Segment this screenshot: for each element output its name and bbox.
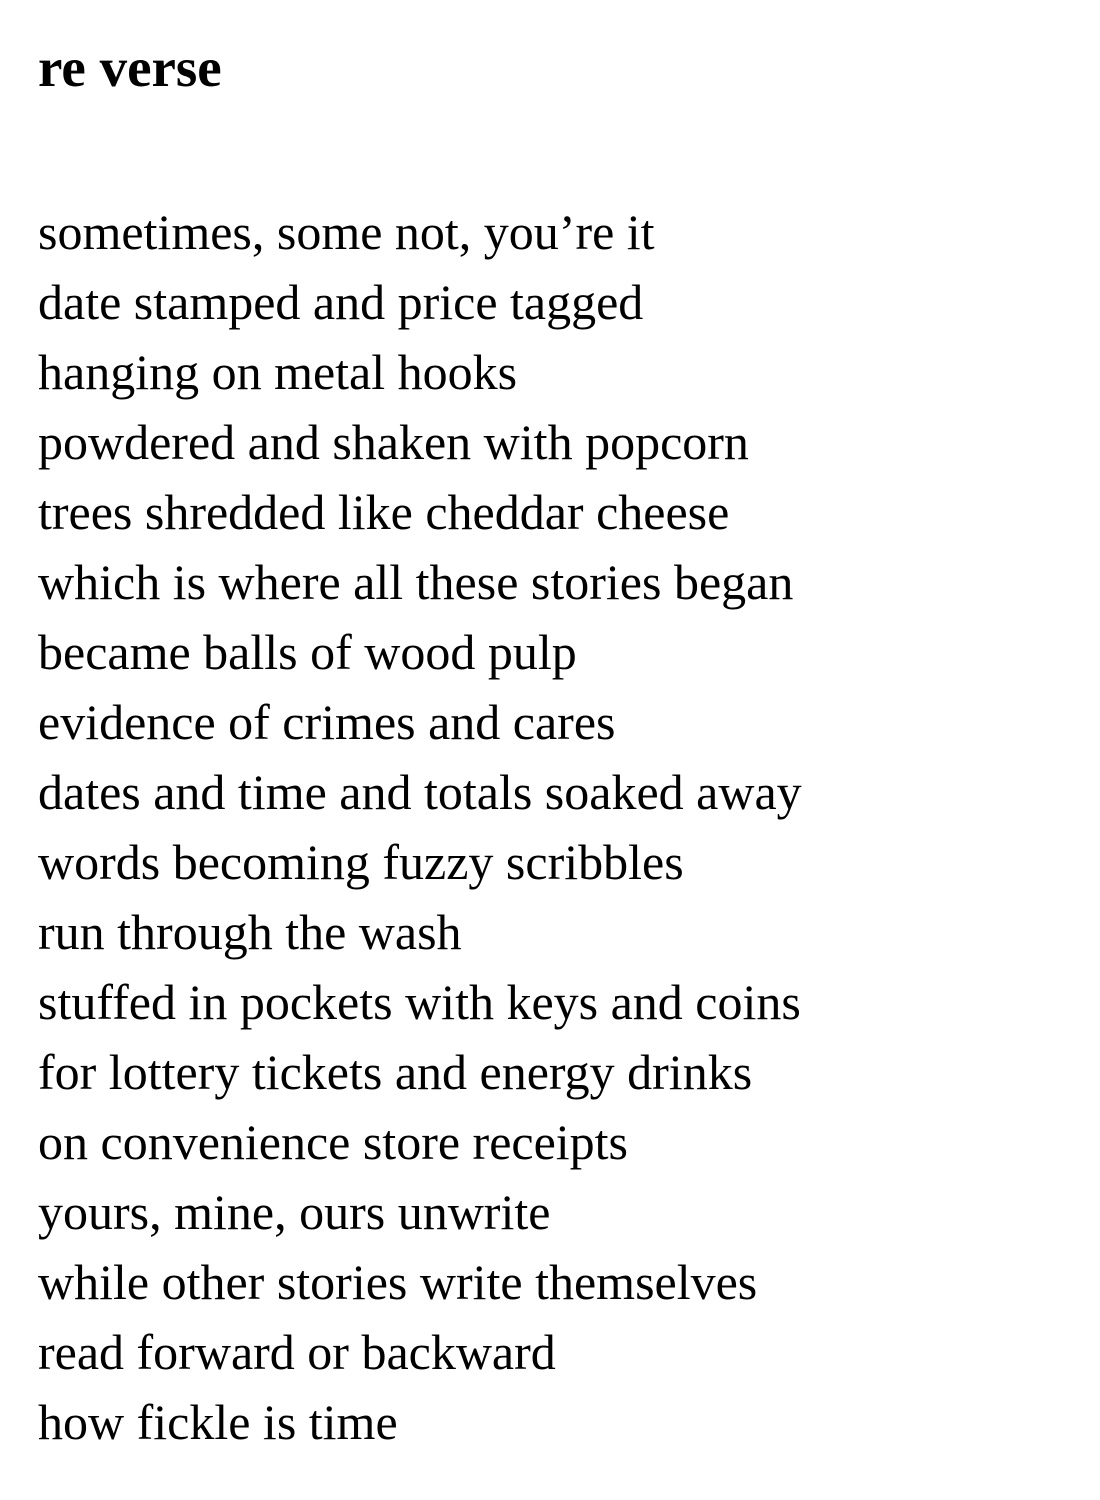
poem-line: became balls of wood pulp bbox=[38, 624, 577, 680]
poem-line: which is where all these stories began bbox=[38, 554, 794, 610]
poem-line: stuffed in pockets with keys and coins bbox=[38, 974, 801, 1030]
poem-line: words becoming fuzzy scribbles bbox=[38, 834, 684, 890]
poem-title: re verse bbox=[38, 37, 222, 98]
poem-line: for lottery tickets and energy drinks bbox=[38, 1044, 753, 1100]
poem-line: while other stories write themselves bbox=[38, 1254, 758, 1310]
poem-line: evidence of crimes and cares bbox=[38, 694, 616, 750]
poem-line: hanging on metal hooks bbox=[38, 344, 518, 400]
poem-line: dates and time and totals soaked away bbox=[38, 764, 802, 820]
poem-line: read forward or backward bbox=[38, 1324, 556, 1380]
poem-line: date stamped and price tagged bbox=[38, 274, 644, 330]
poem-line: on convenience store receipts bbox=[38, 1114, 629, 1170]
poem-line: run through the wash bbox=[38, 904, 462, 960]
poem-line: yours, mine, ours unwrite bbox=[38, 1184, 551, 1240]
poem-body bbox=[38, 197, 802, 1457]
poem-line: how fickle is time bbox=[38, 1394, 398, 1450]
poem-line: powdered and shaken with popcorn bbox=[38, 414, 749, 470]
poem-line: trees shredded like cheddar cheese bbox=[38, 484, 730, 540]
poem-line: sometimes, some not, you’re it bbox=[38, 204, 655, 260]
